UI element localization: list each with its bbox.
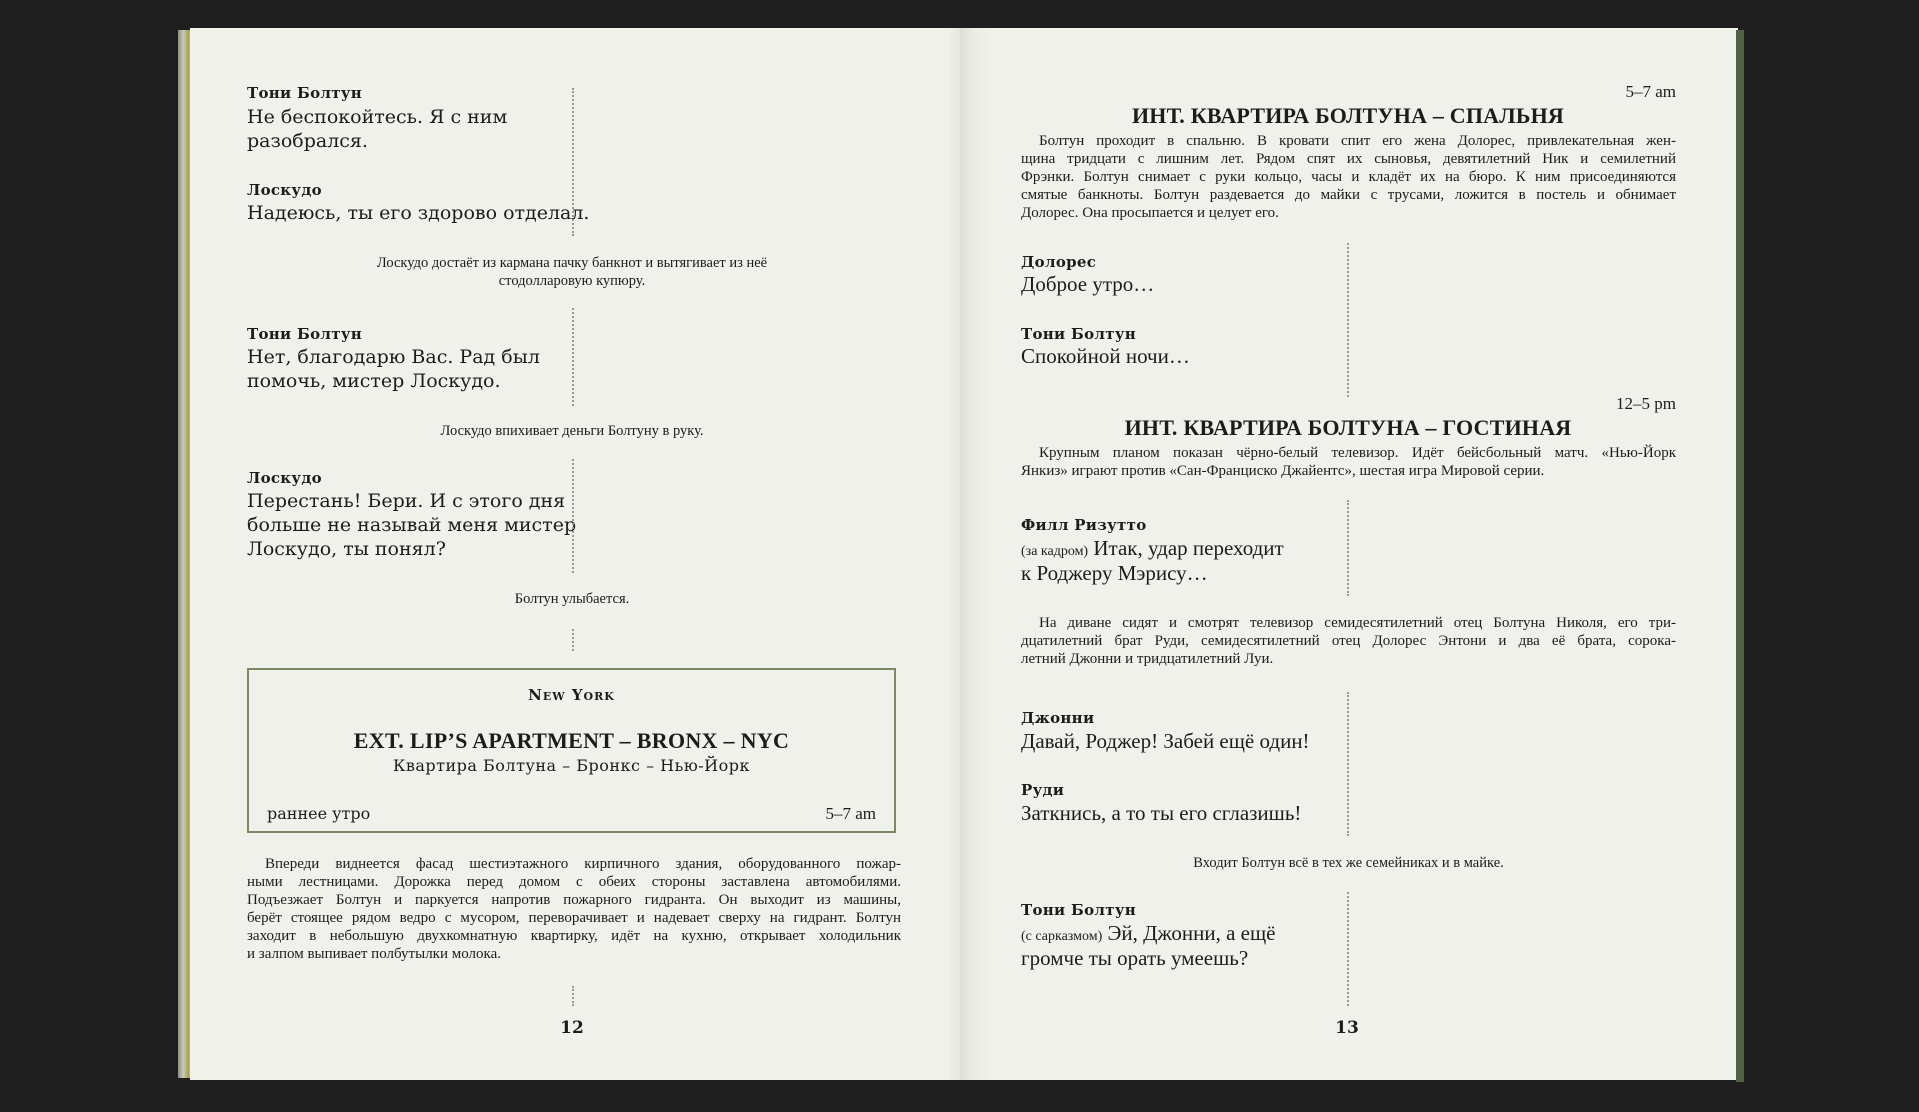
dialogue-line: Спокойной ночи… [1021, 344, 1190, 368]
dialogue-line: Доброе утро… [1021, 272, 1155, 296]
description-line: На диване сидят и смотрят телевизор семидесятилетний отец Болтуна Николя, его три- [1039, 615, 1676, 631]
scene-time-of-day: раннее утро [267, 804, 371, 823]
dotted-divider [572, 88, 574, 236]
parenthetical: (за кадром) [1021, 544, 1089, 559]
book-gutter [948, 28, 972, 1080]
scene-description [1021, 614, 1676, 668]
dialogue-line: разобрался. [247, 130, 368, 152]
scene-description [247, 855, 901, 963]
speaker-name: Тони Болтун [247, 325, 363, 343]
description-line: Крупным планом показан чёрно-белый телевизор. Идёт бейсбольный матч. «Нью-Йорк [1039, 445, 1676, 461]
description-line: Фрэнки. Болтун снимает с руки кольцо, часы и кладёт их на бюро. К ним присоединяются [1021, 169, 1676, 185]
dialogue-line: больше не называй меня мистер [247, 514, 577, 536]
dialogue-line: Давай, Роджер! Забей ещё один! [1021, 729, 1310, 753]
description-line: берёт стоящее рядом ведро с мусором, переворачивает и надевает сверху на гидрант. Болтун [247, 910, 901, 926]
description-line: Долорес. Она просыпается и целует его. [1021, 205, 1279, 221]
scene-slug: EXT. LIP’S APARTMENT – BRONX – NYC [353, 728, 790, 753]
dialogue-line: Надеюсь, ты его здорово отделал. [247, 202, 590, 224]
speaker-name: Тони Болтун [247, 84, 363, 102]
speaker-name: Филл Ризутто [1021, 516, 1147, 534]
dialogue-line: к Роджеру Мэрису… [1021, 561, 1208, 585]
dotted-divider [572, 308, 574, 406]
dialogue-line [1021, 536, 1284, 564]
action-line: стодолларовую купюру. [498, 273, 646, 289]
action-line: Лоскудо достаёт из кармана пачку банкнот и вытягивает из неё [376, 255, 768, 271]
scene-slug-translation: Квартира Болтуна – Бронкс – Нью-Йорк [392, 756, 750, 775]
scene-description [1021, 444, 1676, 480]
description-line: заходит в небольшую двухкомнатную квартирку, идёт на кухню, открывает холодильник [247, 928, 901, 944]
scene-time: 5–7 am [1625, 82, 1676, 101]
action-line: Входит Болтун всё в тех же семейниках и в майке. [1193, 855, 1504, 871]
dotted-divider [1347, 243, 1349, 397]
page-number: 13 [1335, 1018, 1359, 1038]
dotted-divider [572, 629, 574, 651]
dialogue-line: помочь, мистер Лоскудо. [247, 370, 501, 392]
dotted-divider [572, 459, 574, 573]
description-line: Болтун проходит в спальню. В кровати спит его жена Долорес, привлекательная жен- [1039, 133, 1676, 149]
description-line: и залпом выпивает полбутылки молока. [247, 946, 501, 962]
speaker-name: Долорес [1021, 253, 1097, 271]
parenthetical: (с сарказмом) [1021, 929, 1103, 944]
description-line: Впереди виднеется фасад шестиэтажного кирпичного здания, оборудованного пожар- [265, 856, 901, 872]
action-line: Болтун улыбается. [514, 591, 630, 607]
scene-time: 12–5 pm [1616, 394, 1676, 413]
description-line: дцатилетний брат Руди, семидесятилетний отец Долорес Энтони и два её брата, сорока- [1021, 633, 1676, 649]
dialogue-line: Не беспокойтесь. Я с ним [247, 106, 508, 128]
description-line: щина тридцати с лишним лет. Рядом спят их сыновья, девятилетний Ник и семилетний [1021, 151, 1676, 167]
scene-description [1021, 132, 1676, 222]
description-line: летний Джонни и тридцатилетний Луи. [1021, 651, 1274, 667]
scene-heading: ИНТ. КВАРТИРА БОЛТУНА – СПАЛЬНЯ [1132, 103, 1564, 128]
speaker-name: Тони Болтун [1021, 901, 1137, 919]
description-line: смятые банкноты. Болтун раздевается до майки с трусами, ложится в постель и обнимает [1021, 187, 1676, 203]
scene-header-box [247, 668, 896, 833]
dotted-divider [1347, 892, 1349, 1006]
description-line: Янкиз» играют против «Сан-Франциско Джайентс», шестая игра Мировой серии. [1021, 463, 1545, 479]
description-line: Подъезжает Болтун и паркуется напротив пожарного гидранта. Он выходит из машины, [247, 892, 901, 908]
dotted-divider [1347, 692, 1349, 836]
dialogue-text: Эй, Джонни, а ещё [1107, 921, 1276, 945]
dotted-divider [572, 986, 574, 1006]
dialogue-line: Перестань! Бери. И с этого дня [247, 490, 566, 512]
dialogue-text: Итак, удар переходит [1093, 536, 1284, 560]
cover-edge [1736, 30, 1744, 1082]
scene-city: New York [528, 686, 615, 704]
scene-time: 5–7 am [825, 804, 876, 823]
speaker-name: Джонни [1021, 709, 1095, 727]
scene-heading: ИНТ. КВАРТИРА БОЛТУНА – ГОСТИНАЯ [1124, 415, 1572, 440]
dialogue-line: Заткнись, а то ты его сглазишь! [1021, 801, 1302, 825]
description-line: ными лестницами. Дорожка перед домом с обеих стороны заставлена автомобилями. [247, 874, 901, 890]
dotted-divider [1347, 500, 1349, 596]
speaker-name: Тони Болтун [1021, 325, 1137, 343]
dialogue-line [1021, 921, 1276, 949]
dialogue-line: Нет, благодарю Вас. Рад был [247, 346, 540, 368]
speaker-name: Руди [1021, 781, 1065, 799]
action-line: Лоскудо впихивает деньги Болтуну в руку. [440, 423, 704, 439]
speaker-name: Лоскудо [247, 181, 322, 199]
dialogue-line: Лоскудо, ты понял? [247, 538, 446, 560]
dialogue-line: громче ты орать умеешь? [1021, 946, 1249, 970]
speaker-name: Лоскудо [247, 469, 322, 487]
page-number: 12 [560, 1018, 584, 1038]
